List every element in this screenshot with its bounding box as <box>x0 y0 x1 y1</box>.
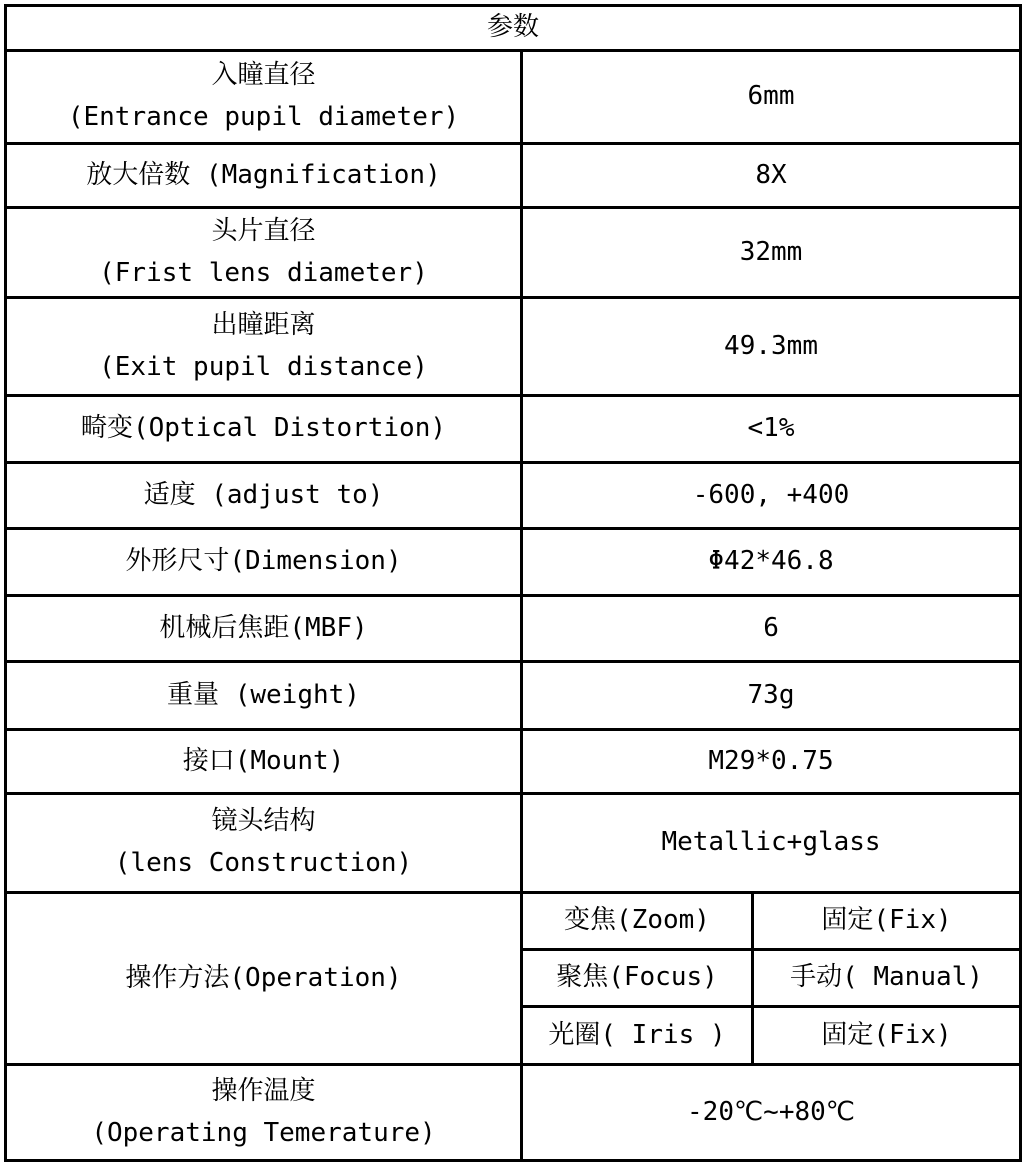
operation-iris-mode: 固定(Fix) <box>753 1007 1021 1065</box>
label-en: (lens Construction) <box>114 848 413 878</box>
operation-iris: 光圈( Iris ) <box>522 1007 753 1065</box>
row-label-exit-pupil <box>6 298 522 396</box>
label-en: (Entrance pupil diameter) <box>67 102 460 132</box>
row-value-first-lens: 32mm <box>522 208 1021 298</box>
label-en: (Operating Temerature) <box>91 1117 436 1148</box>
label-cn: 镜头结构 <box>211 806 316 837</box>
row-value-entrance-pupil: 6mm <box>522 51 1021 144</box>
operation-focus-mode: 手动( Manual) <box>753 950 1021 1007</box>
row-value-distortion: <1% <box>522 396 1021 463</box>
row-label-mount: 接口(Mount) <box>6 730 522 794</box>
operation-zoom-mode: 固定(Fix) <box>753 893 1021 950</box>
row-label-distortion: 畸变(Optical Distortion) <box>6 396 522 463</box>
row-label-entrance-pupil <box>6 51 522 144</box>
row-label-temperature <box>6 1065 522 1161</box>
label-cn: 操作温度 <box>211 1075 316 1106</box>
row-value-exit-pupil: 49.3mm <box>522 298 1021 396</box>
row-label-construction <box>6 794 522 893</box>
row-label-first-lens <box>6 208 522 298</box>
row-value-construction: Metallic+glass <box>522 794 1021 893</box>
label-cn: 出瞳距离 <box>211 309 316 340</box>
label-cn: 头片直径 <box>211 215 316 246</box>
row-label-dimension: 外形尺寸(Dimension) <box>6 529 522 596</box>
row-label-weight: 重量 (weight) <box>6 662 522 730</box>
label-cn: 入瞳直径 <box>211 60 316 91</box>
row-label-operation: 操作方法(Operation) <box>6 893 522 1065</box>
row-label-mbf: 机械后焦距(MBF) <box>6 596 522 662</box>
label-en: (Exit pupil distance) <box>99 351 428 382</box>
row-value-mbf: 6 <box>522 596 1021 662</box>
row-label-magnification: 放大倍数 (Magnification) <box>6 144 522 208</box>
table-title: 参数 <box>6 6 1021 51</box>
row-value-adjust: -600, +400 <box>522 463 1021 529</box>
operation-focus: 聚焦(Focus) <box>522 950 753 1007</box>
row-label-adjust: 适度 (adjust to) <box>6 463 522 529</box>
row-value-dimension: Φ42*46.8 <box>522 529 1021 596</box>
row-value-weight: 73g <box>522 662 1021 730</box>
label-en: (Frist lens diameter) <box>99 257 428 288</box>
row-value-temperature: -20℃~+80℃ <box>522 1065 1021 1161</box>
operation-zoom: 变焦(Zoom) <box>522 893 753 950</box>
parameter-table <box>4 4 1022 1162</box>
row-value-mount: M29*0.75 <box>522 730 1021 794</box>
row-value-magnification: 8X <box>522 144 1021 208</box>
